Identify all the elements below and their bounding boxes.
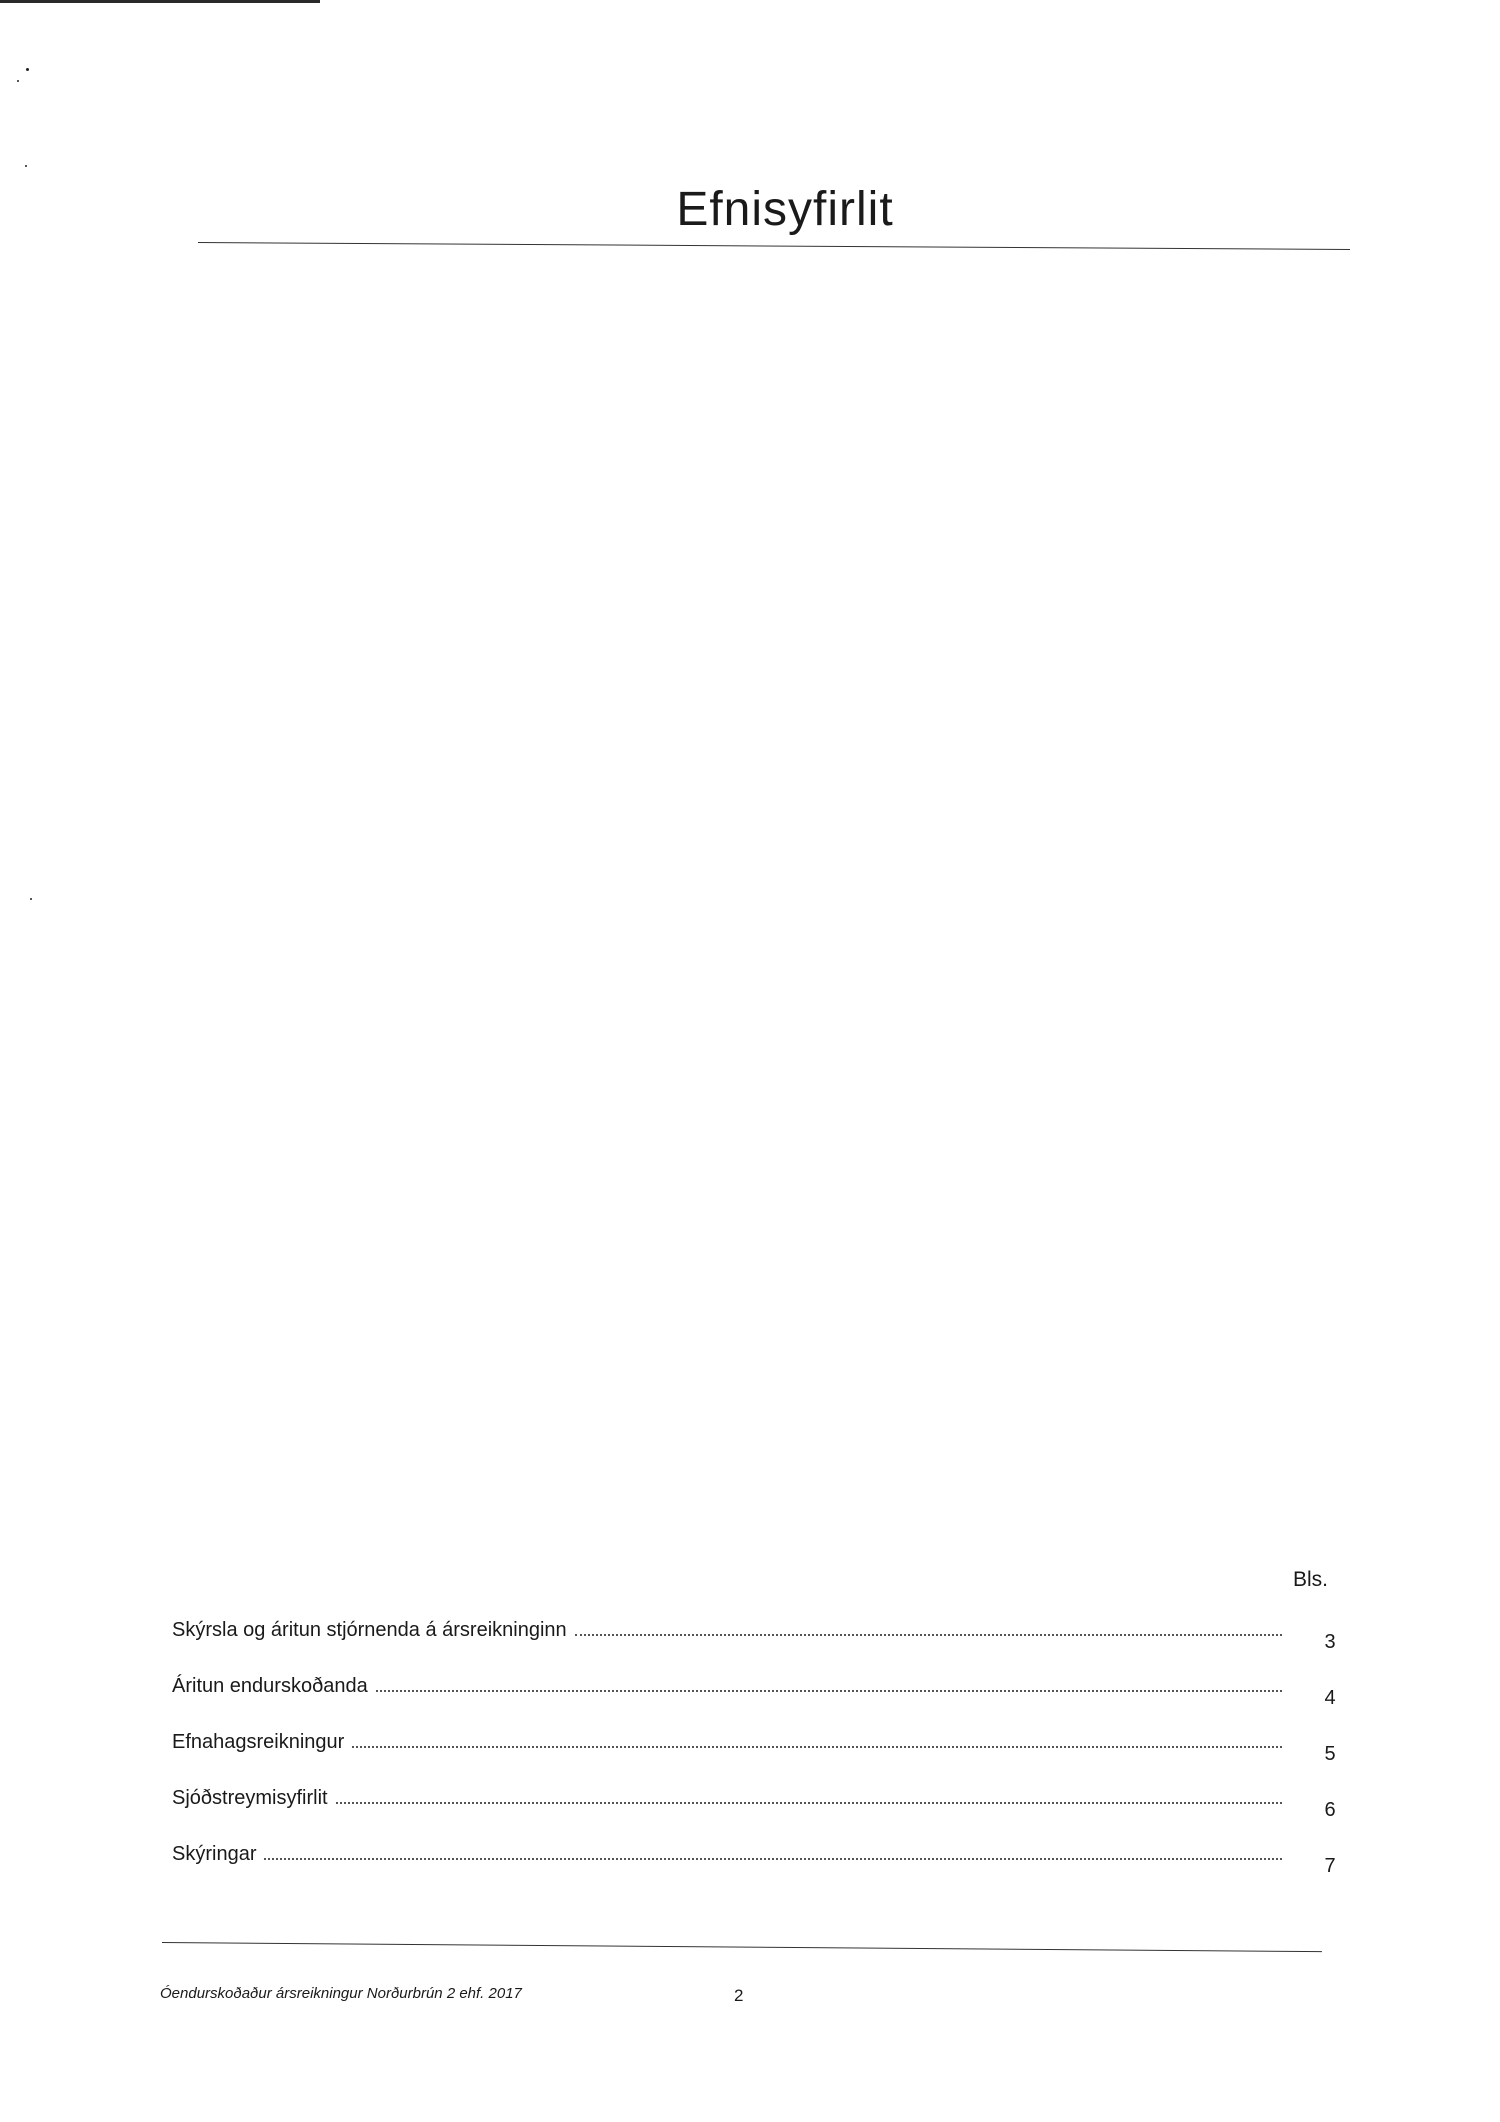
- toc-entry: [172, 1668, 1336, 1709]
- toc-page-heading: Bls.: [1292, 1568, 1328, 1591]
- scan-speck: [25, 165, 27, 167]
- scan-speck: [17, 80, 19, 82]
- toc-leader-dots: [575, 1634, 1282, 1636]
- page-title: Efnisyfirlit: [676, 183, 894, 236]
- toc-entry-page: 3: [1324, 1631, 1336, 1653]
- scan-speck: [26, 68, 29, 71]
- footer-rule: [162, 1942, 1322, 1952]
- toc-entry-label: Áritun endurskoðanda: [172, 1675, 368, 1697]
- toc-entry: [172, 1780, 1336, 1821]
- title-rule: [198, 242, 1350, 250]
- toc-entry: [172, 1724, 1336, 1765]
- toc-leader-dots: [376, 1690, 1282, 1692]
- toc-entry-page: 6: [1324, 1799, 1336, 1821]
- toc-entry-label: Efnahagsreikningur: [172, 1731, 345, 1753]
- toc-leader-dots: [264, 1858, 1282, 1860]
- toc-leader-dots: [352, 1746, 1282, 1748]
- scan-edge-mark: [0, 0, 320, 3]
- toc-entry: [172, 1612, 1336, 1653]
- toc-entry-label: Sjóðstreymisyfirlit: [172, 1787, 328, 1809]
- footer-document-name: Óendurskoðaður ársreikningur Norðurbrún 2 ehf. 2017: [160, 1985, 522, 2002]
- toc-leader-dots: [336, 1802, 1282, 1804]
- toc-entry-label: Skýrsla og áritun stjórnenda á ársreikninginn: [172, 1619, 567, 1641]
- toc-entry-page: 4: [1324, 1687, 1336, 1709]
- toc-entry-label: Skýringar: [172, 1843, 257, 1865]
- toc-entry: [172, 1836, 1336, 1877]
- toc-entry-page: 5: [1324, 1743, 1336, 1765]
- toc-entry-page: 7: [1324, 1855, 1336, 1877]
- scan-speck: [30, 898, 32, 900]
- footer-page-number: 2: [734, 1986, 744, 2005]
